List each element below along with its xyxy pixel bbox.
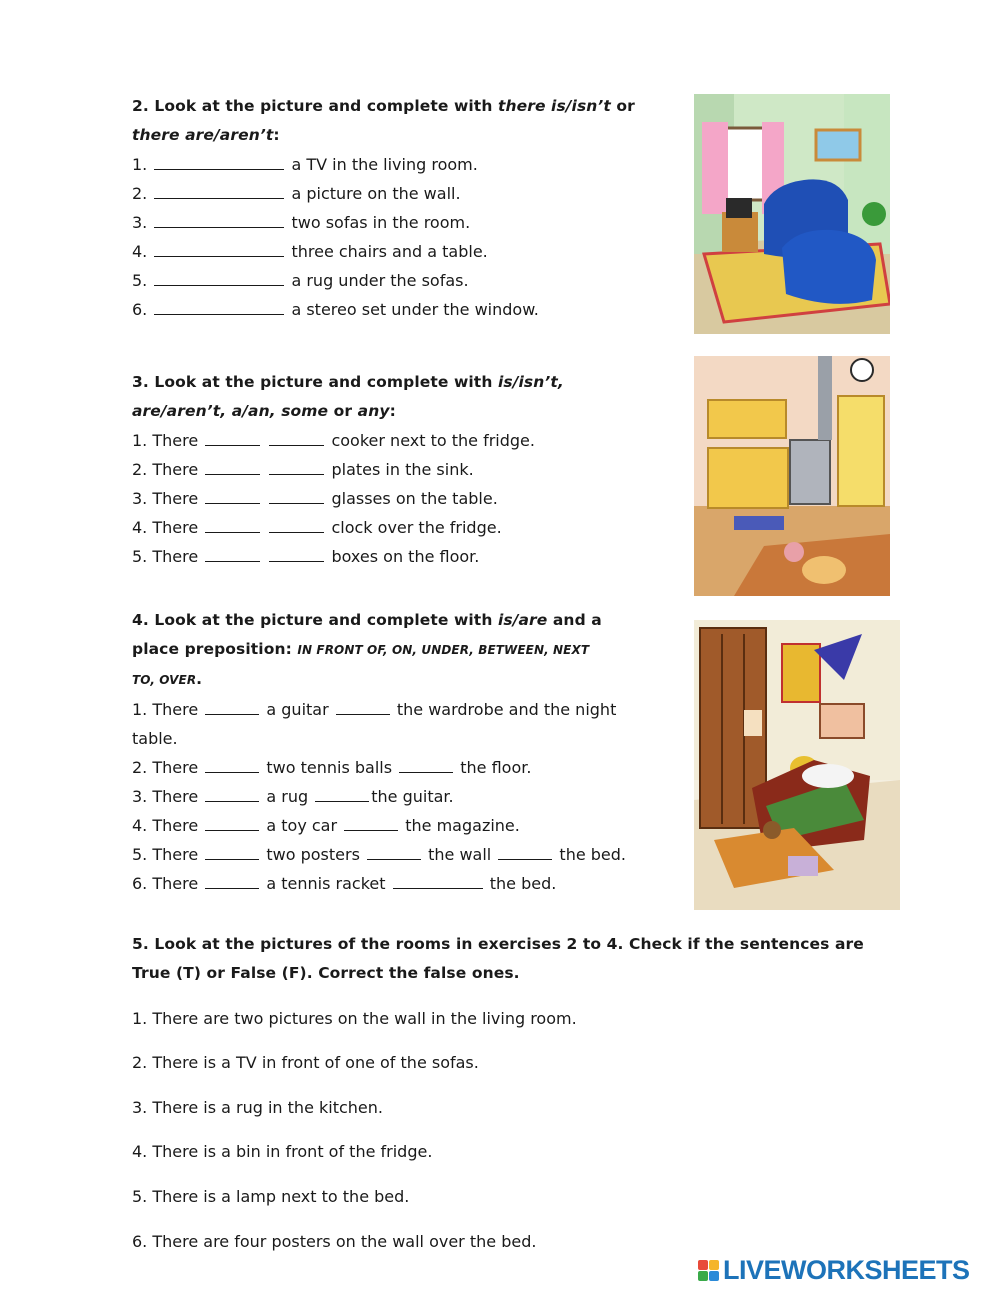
list-item: 5. a rug under the sofas. [132,271,469,290]
answer-blank[interactable] [205,459,260,475]
list-item: 5. There two posters the wall the bed. [132,845,627,864]
bedroom-picture [694,620,900,910]
logo-text: LIVEWORKSHEETS [723,1254,970,1285]
answer-blank[interactable] [205,844,259,860]
answer-blank[interactable] [205,430,260,446]
answer-blank[interactable] [399,757,453,773]
list-item: 1. a TV in the living room. [132,155,478,174]
list-item: 4. There a toy car the magazine. [132,816,520,835]
exercise-3 [132,368,564,571]
answer-blank[interactable] [336,699,390,715]
exercise-2 [132,92,635,324]
exercise-5-heading: 5. Look at the pictures of the rooms in exercises 2 to 4. Check if the sentences are True (T) or False (F). Correct the false ones. [132,935,864,982]
tf-item: 4. There is a bin in front of the fridge. [132,1142,433,1161]
list-item: 4. There clock over the fridge. [132,518,502,537]
list-item: 4. three chairs and a table. [132,242,488,261]
living-room-picture [694,94,890,334]
answer-blank[interactable] [269,430,324,446]
answer-blank[interactable] [154,154,284,170]
tf-item: 6. There are four posters on the wall over the bed. [132,1232,537,1251]
tf-item: 2. There is a TV in front of one of the sofas. [132,1053,479,1072]
tf-item: 5. There is a lamp next to the bed. [132,1187,410,1206]
list-item: 1. There a guitar the wardrobe and the night [132,700,617,719]
list-item: 6. a stereo set under the window. [132,300,539,319]
answer-blank[interactable] [154,299,284,315]
answer-blank[interactable] [269,459,324,475]
answer-blank[interactable] [205,786,259,802]
list-item: 3. There glasses on the table. [132,489,498,508]
list-item: 1. There cooker next to the fridge. [132,431,535,450]
list-item: 2. a picture on the wall. [132,184,461,203]
answer-blank[interactable] [154,241,284,257]
answer-blank[interactable] [315,786,369,802]
list-item: 6. There a tennis racket the bed. [132,874,557,893]
answer-blank[interactable] [205,488,260,504]
kitchen-picture [694,356,890,596]
list-item: 3. two sofas in the room. [132,213,471,232]
answer-blank[interactable] [154,270,284,286]
answer-blank[interactable] [205,757,259,773]
exercise-4 [132,606,626,898]
answer-blank[interactable] [498,844,552,860]
answer-blank[interactable] [269,546,324,562]
list-item: 2. There two tennis balls the floor. [132,758,532,777]
list-item: 5. There boxes on the floor. [132,547,480,566]
answer-blank[interactable] [393,873,483,889]
answer-blank[interactable] [269,517,324,533]
answer-blank[interactable] [154,212,284,228]
list-item: 2. There plates in the sink. [132,460,474,479]
list-item-continuation: table. [132,729,178,748]
tf-item: 3. There is a rug in the kitchen. [132,1098,383,1117]
exercise-4-heading: 4. Look at the picture and complete with is/are and a place preposition: IN FRONT OF, ON, UNDER, BETWEEN, NEXT TO, OVER. [132,611,602,688]
answer-blank[interactable] [205,699,259,715]
answer-blank[interactable] [269,488,324,504]
list-item: 3. There a rug the guitar. [132,787,454,806]
answer-blank[interactable] [205,815,259,831]
answer-blank[interactable] [205,517,260,533]
answer-blank[interactable] [205,873,259,889]
logo-mark-icon [698,1260,719,1281]
exercise-3-heading: 3. Look at the picture and complete with is/isn’t, are/aren’t, a/an, some or any: [132,373,564,420]
answer-blank[interactable] [154,183,284,199]
tf-item: 1. There are two pictures on the wall in the living room. [132,1009,577,1028]
answer-blank[interactable] [344,815,398,831]
exercise-2-heading: 2. Look at the picture and complete with there is/isn’t or there are/aren’t: [132,97,635,144]
liveworksheets-logo [698,1253,970,1287]
answer-blank[interactable] [367,844,421,860]
answer-blank[interactable] [205,546,260,562]
